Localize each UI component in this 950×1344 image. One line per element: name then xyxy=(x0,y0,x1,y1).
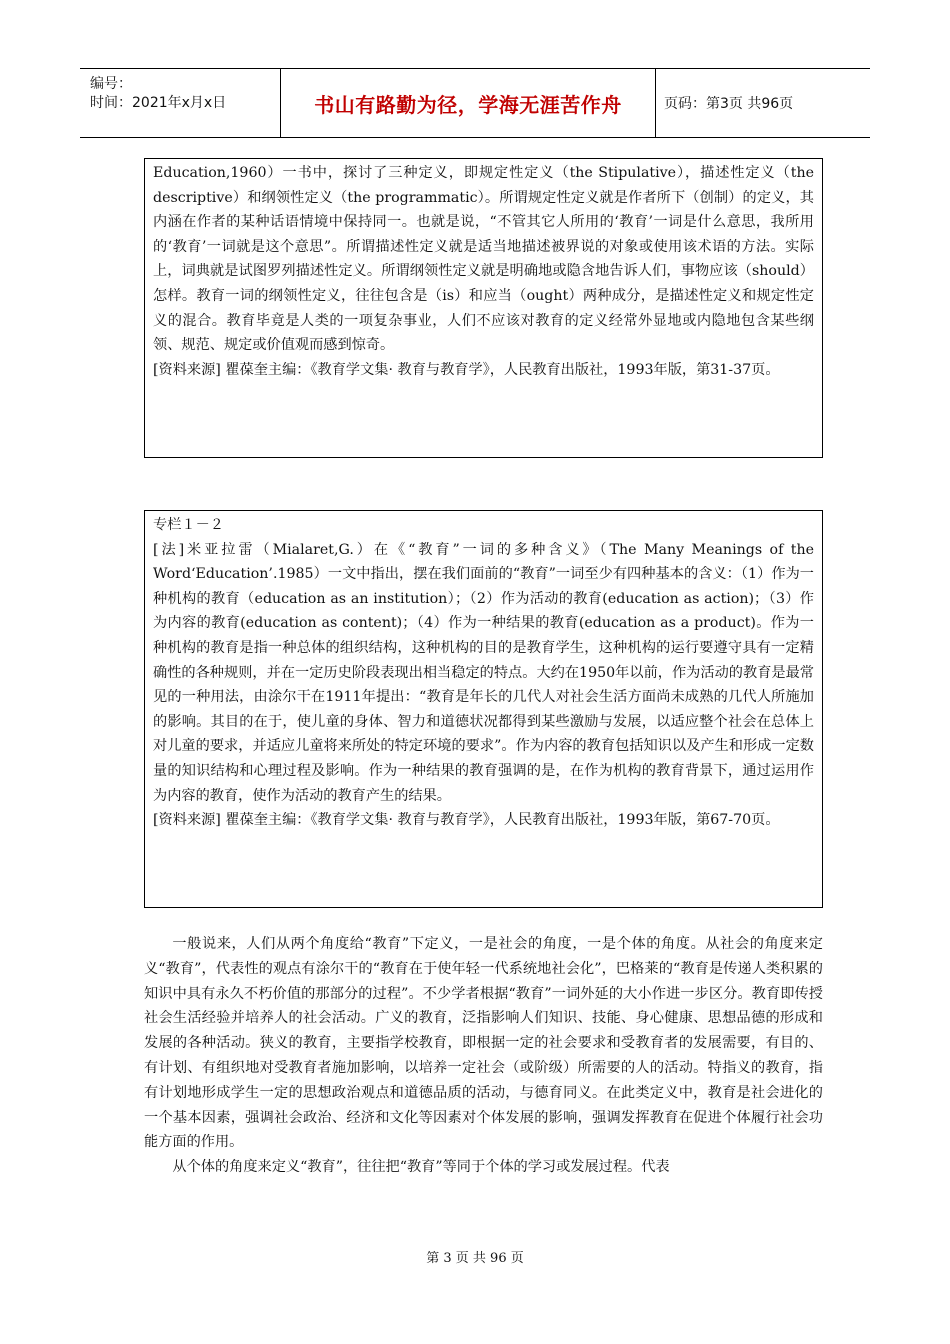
sidebar-box-definitions xyxy=(144,158,823,458)
box-paragraph: Education,1960）一书中，探讨了三种定义，即规定性定义（the Stipulative），描述性定义（the descriptive）和纲领性定义（the programmatic）。所谓规定性定义就是作者所下（创制）的定义，其内涵在作者的某种话语情境中保持同一。也就是说，“不管其它人所用的‘教育’一词是什么意思，我所用的‘教育’一词就是这个意思”。所谓描述性定义就是适当地描述被界说的对象或使用该术语的方法。实际上，词典就是试图罗列描述性定义。所谓纲领性定义就是明确地或隐含地告诉人们，事物应该（should）怎样。教育一词的纲领性定义，往往包含是（is）和应当（ought）两种成分，是描述性定义和规定性定义的混合。教育毕竟是人类的一项复杂事业，人们不应该对教育的定义经常外显地或内隐地包含某些纲领、规范、规定或价值观而感到惊奇。 xyxy=(153,165,814,354)
body-paragraph-1: 一般说来，人们从两个角度给“教育”下定义，一是社会的角度，一是个体的角度。从社会的角度来定义“教育”，代表性的观点有涂尔干的“教育在于使年轻一代系统地社会化”，巴格莱的“教育是传递人类积累的知识中具有永久不朽价值的那部分的过程”。不少学者根据“教育”一词外延的大小作进一步区分。教育即传授社会生活经验并培养人的社会活动。广义的教育，泛指影响人们知识、技能、身心健康、思想品德的形成和发展的各种活动。狭义的教育，主要指学校教育，即根据一定的社会要求和受教育者的发展需要，有目的、有计划、有组织地对受教育者施加影响，以培养一定社会（或阶级）所需要的人的活动。特指义的教育，指有计划地形成学生一定的思想政治观点和道德品质的活动，与德育同义。在此类定义中，教育是社会进化的一个基本因素，强调社会政治、经济和文化等因素对个体发展的影响，强调发挥教育在促进个体履行社会功能方面的作用。 xyxy=(144,936,823,1151)
header-left xyxy=(80,69,280,137)
box-paragraph: [法]米亚拉雷（Mialaret,G.）在《“教育”一词的多种含义》（The Many Meanings of the Word‘Education’.1985）一文中指出，摆在我们面前的“教育”一词至少有四种基本的含义：（1）作为一种机构的教育（education as an institution）；（2）作为活动的教育(education as action)；（3）作为内容的教育(education as content)；（4）作为一种结果的教育(education as a product)。作为一种机构的教育是指一种总体的组织结构，这种机构的目的是教育学生，这种机构的运行要遵守具有一定精确性的各种规则，并在一定历史阶段表现出相当稳定的特点。大约在1950年以前，作为活动的教育是最常见的一种用法，由涂尔干在1911年提出：“教育是年长的几代人对社会生活方面尚未成熟的几代人所施加的影响。其目的在于，使儿童的身体、智力和道德状况都得到某些激励与发展，以适应整个社会在总体上对儿童的要求，并适应儿童将来所处的特定环境的要求”。作为内容的教育包括知识以及产生和形成一定数量的知识结构和心理过程及影响。作为一种结果的教育强调的是，在作为机构的教育背景下，通过运用作为内容的教育，使作为活动的教育产生的结果。 xyxy=(153,541,814,804)
header-right xyxy=(654,69,870,137)
document-number-label: 编号： xyxy=(90,76,132,92)
date-label: 时间：2021年x月x日 xyxy=(90,95,227,111)
motto: 书山有路勤为径，学海无涯苦作舟 xyxy=(314,92,622,117)
main-body xyxy=(144,932,823,1180)
page-label: 页码：第3页 共96页 xyxy=(664,96,794,112)
page-header xyxy=(80,68,870,138)
sidebar-box-column-1-2 xyxy=(144,510,823,908)
box-title: 专栏１－２ xyxy=(153,517,224,533)
box-source: [资料来源] 瞿葆奎主编：《教育学文集· 教育与教育学》，人民教育出版社，1993年版，第31-37页。 xyxy=(153,361,780,378)
box-source: [资料来源] 瞿葆奎主编：《教育学文集· 教育与教育学》，人民教育出版社，1993年版，第67-70页。 xyxy=(153,812,780,829)
page-footer: 第 3 页 共 96 页 xyxy=(426,1251,524,1266)
header-motto-cell xyxy=(280,69,656,137)
body-paragraph-2: 从个体的角度来定义“教育”，往往把“教育”等同于个体的学习或发展过程。代表 xyxy=(172,1159,670,1176)
